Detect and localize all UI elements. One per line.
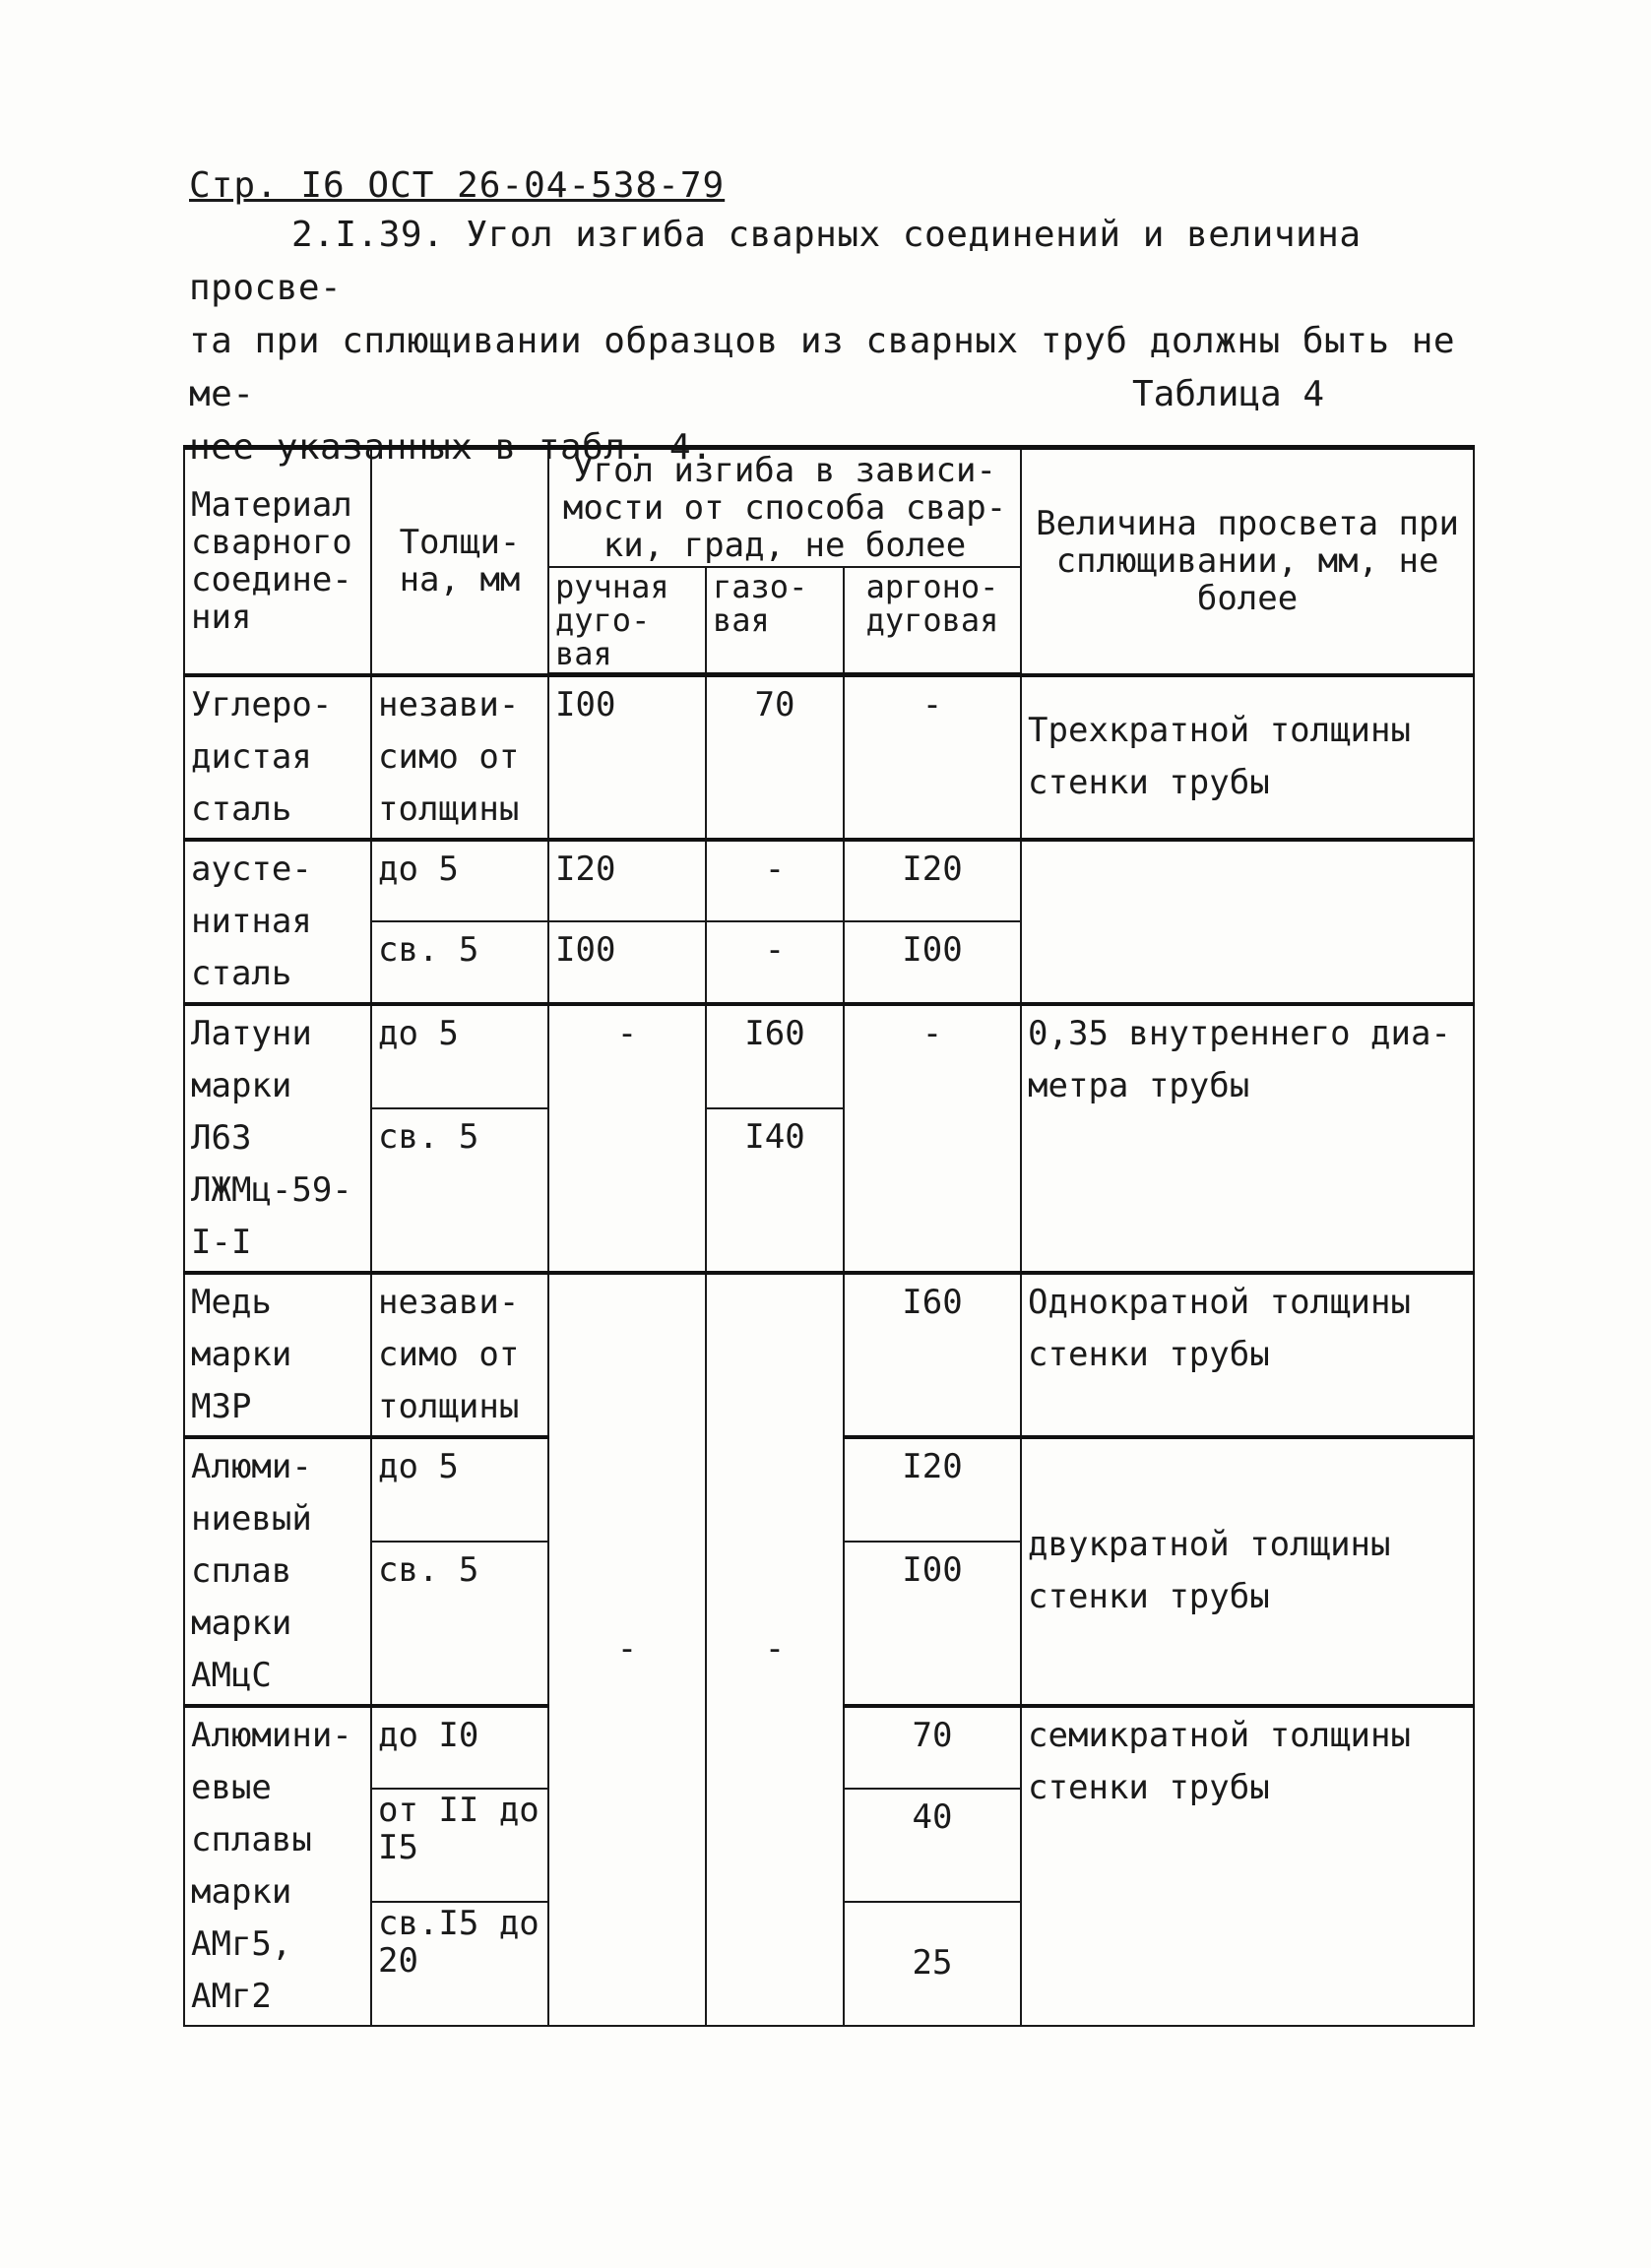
header-argon-arc: аргоно-дуговая	[844, 567, 1021, 675]
header-manual-arc: ручная дуго-вая	[548, 567, 706, 675]
cell-manual: I00	[548, 675, 706, 840]
paragraph-line-3: нее указанных в табл. 4.	[189, 427, 714, 468]
cell-gap: Однократной толщины стенки трубы	[1021, 1273, 1474, 1437]
cell-argon: 70	[844, 1706, 1021, 1789]
cell-thickness: св. 5	[371, 1542, 548, 1706]
paragraph-line-1: 2.I.39. Угол изгиба сварных соединений и величина просве-	[189, 215, 1362, 308]
cell-material: Алюмини-евые сплавы марки АМг5, АМг2	[184, 1706, 371, 2026]
cell-material: аусте-нитная сталь	[184, 840, 371, 1004]
cell-manual: -	[548, 1273, 706, 2026]
cell-argon: -	[844, 1004, 1021, 1273]
cell-thickness: от II до I5	[371, 1789, 548, 1902]
cell-thickness: св.I5 до 20	[371, 1902, 548, 2026]
cell-argon: I20	[844, 840, 1021, 922]
cell-gas: -	[706, 840, 844, 922]
cell-material: Алюми-ниевый сплав марки АМцС	[184, 1437, 371, 1706]
cell-thickness: незави-симо от толщины	[371, 1273, 548, 1437]
cell-gap: двукратной толщины стенки трубы	[1021, 1437, 1474, 1706]
header-gas: газо-вая	[706, 567, 844, 675]
table-4	[183, 445, 1475, 2027]
cell-argon: I60	[844, 1273, 1021, 1437]
cell-manual: I20	[548, 840, 706, 922]
cell-manual: -	[548, 1004, 706, 1273]
cell-material: Медь марки М3Р	[184, 1273, 371, 1437]
cell-gas: 70	[706, 675, 844, 840]
paragraph-line-2: та при сплющивании образцов из сварных труб должны быть не ме-	[189, 321, 1456, 414]
cell-argon: I20	[844, 1437, 1021, 1542]
cell-thickness: св. 5	[371, 921, 548, 1004]
cell-thickness: до 5	[371, 1004, 548, 1108]
cell-gap: семикратной толщины стенки трубы	[1021, 1706, 1474, 2026]
paragraph-2-1-39	[189, 209, 1479, 474]
header-thickness: Толщи-на, мм	[371, 448, 548, 675]
cell-thickness: до 5	[371, 840, 548, 922]
cell-argon: I00	[844, 1542, 1021, 1706]
cell-argon: 40	[844, 1789, 1021, 1902]
table-row	[184, 840, 1474, 922]
cell-argon: -	[844, 675, 1021, 840]
table-title: Таблица 4	[1132, 374, 1325, 414]
header-gap: Величина просвета при сплющивании, мм, не более	[1021, 448, 1474, 675]
cell-material: Латуни марки Л63 ЛЖМц-59-I-I	[184, 1004, 371, 1273]
cell-argon: 25	[844, 1902, 1021, 2026]
cell-thickness: незави-симо от толщины	[371, 675, 548, 840]
table-row	[184, 1273, 1474, 1437]
header-material: Материал сварного соедине-ния	[184, 448, 371, 675]
cell-gap: 0,35 внутреннего диа-метра трубы	[1021, 1004, 1474, 1273]
cell-gas: I40	[706, 1108, 844, 1273]
cell-gap: Трехкратной толщины стенки трубы	[1021, 675, 1474, 840]
cell-gap-empty	[1021, 840, 1474, 1004]
cell-gas: -	[706, 921, 844, 1004]
cell-manual: I00	[548, 921, 706, 1004]
cell-material: Углеро-дистая сталь	[184, 675, 371, 840]
cell-gas: -	[706, 1273, 844, 2026]
table-row	[184, 675, 1474, 840]
cell-gas: I60	[706, 1004, 844, 1108]
cell-thickness: св. 5	[371, 1108, 548, 1273]
cell-argon: I00	[844, 921, 1021, 1004]
page-header: Стр. I6 ОСТ 26-04-538-79	[189, 165, 726, 206]
cell-thickness: до 5	[371, 1437, 548, 1542]
table-row	[184, 1004, 1474, 1108]
cell-thickness: до I0	[371, 1706, 548, 1789]
header-angle-group: Угол изгиба в зависи-мости от способа свар-ки, град, не более	[548, 448, 1021, 568]
